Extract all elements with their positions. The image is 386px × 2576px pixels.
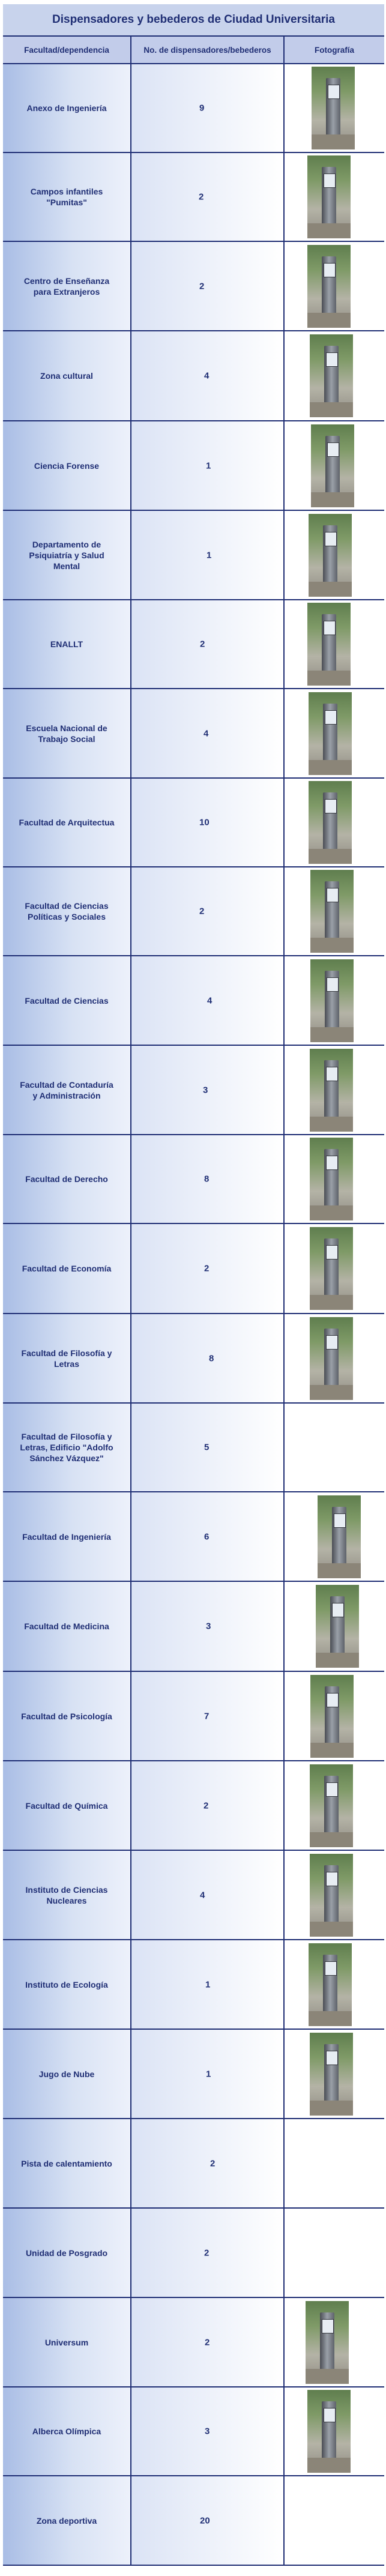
count-cell <box>130 956 283 1045</box>
photo-ground <box>310 1385 353 1400</box>
photo-sign <box>327 442 339 457</box>
count-cell <box>130 2209 283 2297</box>
count-cell <box>130 1761 283 1850</box>
table-row <box>3 421 384 511</box>
count-cell <box>130 1046 283 1134</box>
photo-cell <box>283 1404 384 1491</box>
fountain-photo <box>310 870 354 953</box>
facultad-name: Facultad de Ingeniería <box>22 1531 111 1542</box>
fountain-photo <box>307 245 351 328</box>
dispenser-count: 2 <box>204 1263 210 1274</box>
table-row <box>3 689 384 779</box>
fountain-photo <box>310 1317 353 1400</box>
photo-cell <box>283 1672 384 1760</box>
fountain-photo <box>306 2301 349 2384</box>
table-row <box>3 153 384 242</box>
facultad-cell <box>3 779 130 866</box>
photo-sign <box>326 1245 337 1259</box>
facultad-name: Alberca Olímpica <box>32 2427 101 2436</box>
table-row <box>3 1135 384 1224</box>
dispenser-count: 2 <box>199 906 205 917</box>
facultad-cell <box>3 1224 130 1313</box>
photo-sign <box>326 2051 337 2065</box>
count-cell <box>130 421 283 510</box>
photo-sign <box>324 173 335 188</box>
table-row <box>3 511 384 600</box>
facultad-name: Unidad de Posgrado <box>25 2248 108 2258</box>
photo-ground <box>309 582 352 597</box>
count-cell <box>130 689 283 777</box>
facultad-name: Departamento de Psiquiatría y Salud Mental <box>29 539 104 571</box>
photo-sign <box>326 352 337 367</box>
photo-ground <box>309 760 352 775</box>
facultad-cell <box>3 2119 130 2207</box>
facultad-cell <box>3 242 130 330</box>
table-row <box>3 1224 384 1314</box>
facultad-name: Facultad de Ciencias <box>25 995 109 1006</box>
photo-sign <box>328 85 339 99</box>
table-row <box>3 1851 384 1940</box>
photo-ground <box>306 2369 349 2384</box>
facultad-name: Jugo de Nube <box>38 2069 95 2079</box>
fountain-photo <box>310 2033 353 2116</box>
photo-cell <box>283 956 384 1045</box>
photo-ground <box>310 1205 353 1220</box>
dispenser-count: 1 <box>206 460 211 471</box>
count-cell <box>130 2119 283 2207</box>
photo-cell <box>283 2209 384 2297</box>
photo-cell <box>283 1582 384 1671</box>
table-row <box>3 1672 384 1761</box>
count-cell <box>130 1940 283 2029</box>
photo-sign <box>325 710 336 725</box>
facultad-name: Pista de calentamiento <box>21 2158 112 2168</box>
photo-sign <box>326 1067 337 1081</box>
count-cell <box>130 779 283 866</box>
table-row <box>3 956 384 1046</box>
facultad-cell <box>3 1314 130 1402</box>
photo-ground <box>310 1117 353 1132</box>
count-cell <box>130 1492 283 1581</box>
table-row <box>3 331 384 421</box>
photo-ground <box>307 223 351 238</box>
fountain-photo <box>311 424 354 507</box>
dispenser-count: 4 <box>200 1890 205 1900</box>
photo-cell <box>283 2298 384 2386</box>
fountain-photo <box>318 1495 361 1578</box>
dispenser-count: 6 <box>204 1531 210 1542</box>
photo-ground <box>311 492 354 507</box>
facultad-name: Facultad de Contaduría y Administración <box>20 1079 113 1100</box>
dispenser-count: 20 <box>200 2515 210 2526</box>
facultad-name: Centro de Enseñanza para Extranjeros <box>23 276 110 297</box>
dispenser-count: 1 <box>205 1979 211 1989</box>
facultad-name: Facultad de Filosofía y Letras, Edificio "Adolfo Sánchez Vázquez" <box>20 1432 113 1463</box>
photo-sign <box>327 1693 338 1707</box>
dispenser-count: 10 <box>199 817 210 828</box>
facultad-name: ENALLT <box>50 639 83 649</box>
count-cell <box>130 1135 283 1223</box>
photo-ground <box>310 402 353 417</box>
dispenser-count: 4 <box>204 728 209 738</box>
facultad-cell <box>3 421 130 510</box>
facultad-cell <box>3 2476 130 2565</box>
facultad-cell <box>3 1404 130 1491</box>
photo-ground <box>310 1743 354 1758</box>
facultad-name: Facultad de Química <box>25 1800 108 1811</box>
photo-sign <box>325 1961 336 1976</box>
count-cell <box>130 2298 283 2386</box>
fountain-photo <box>310 334 353 417</box>
photo-cell <box>283 1224 384 1313</box>
photo-sign <box>326 1156 337 1170</box>
photo-cell <box>283 153 384 241</box>
facultad-cell <box>3 331 130 420</box>
count-cell <box>130 2476 283 2565</box>
fountain-photo <box>307 603 351 686</box>
table-row <box>3 64 384 153</box>
dispenser-count: 5 <box>204 1442 210 1453</box>
photo-cell <box>283 2030 384 2118</box>
fountain-photo <box>309 692 352 775</box>
fountain-photo <box>310 1227 353 1310</box>
facultad-cell <box>3 2030 130 2118</box>
facultad-cell <box>3 689 130 777</box>
header-facultad: Facultad/dependencia <box>24 45 109 55</box>
count-cell <box>130 1404 283 1491</box>
table-row <box>3 1582 384 1672</box>
facultad-name: Ciencia Forense <box>34 460 100 471</box>
dispenser-count: 2 <box>205 2337 210 2347</box>
count-cell <box>130 2030 283 2118</box>
count-cell <box>130 1672 283 1760</box>
facultad-name: Facultad de Economía <box>22 1264 112 1273</box>
title-banner <box>3 4 384 37</box>
facultad-cell <box>3 1582 130 1671</box>
table-row <box>3 242 384 331</box>
drinking-fountains-table <box>3 37 384 2566</box>
fountain-photo <box>310 1675 354 1758</box>
table-row <box>3 600 384 689</box>
facultad-name: Facultad de Psicología <box>21 1711 112 1721</box>
photo-cell <box>283 1492 384 1581</box>
dispenser-count: 2 <box>210 2158 216 2168</box>
photo-cell <box>283 1761 384 1850</box>
count-cell <box>130 1582 283 1671</box>
dispenser-count: 7 <box>204 1711 210 1721</box>
facultad-cell <box>3 64 130 152</box>
photo-cell <box>283 331 384 420</box>
photo-ground <box>312 134 355 149</box>
facultad-cell <box>3 867 130 955</box>
photo-cell <box>283 867 384 955</box>
facultad-cell <box>3 2209 130 2297</box>
photo-ground <box>309 2011 352 2026</box>
photo-ground <box>307 313 351 328</box>
dispenser-count: 3 <box>205 2426 210 2437</box>
fountain-photo <box>310 1854 353 1937</box>
count-cell <box>130 1851 283 1939</box>
table-row <box>3 1314 384 1404</box>
photo-cell <box>283 421 384 510</box>
dispenser-count: 4 <box>207 995 213 1006</box>
facultad-cell <box>3 2298 130 2386</box>
photo-sign <box>332 1603 343 1617</box>
facultad-name: Facultad de Derecho <box>25 1174 108 1184</box>
facultad-cell <box>3 1672 130 1760</box>
photo-cell <box>283 2119 384 2207</box>
dispenser-count: 8 <box>209 1353 214 1363</box>
photo-cell <box>283 689 384 777</box>
page-title: Dispensadores y bebederos de Ciudad Universitaria <box>52 13 335 26</box>
dispenser-count: 2 <box>199 281 205 291</box>
photo-sign <box>325 532 336 546</box>
facultad-name: Universum <box>44 2337 89 2347</box>
fountain-photo <box>310 1049 353 1132</box>
fountain-photo <box>309 781 352 864</box>
photo-ground <box>310 1295 353 1310</box>
table-row <box>3 1940 384 2030</box>
photo-sign <box>322 2319 333 2333</box>
header-numero: No. de dispensadores/bebederos <box>130 37 283 63</box>
header-foto: Fotografía <box>283 37 384 63</box>
facultad-cell <box>3 153 130 241</box>
photo-sign <box>326 1782 337 1797</box>
fountain-photo <box>310 959 354 1042</box>
facultad-name: Facultad de Arquitectua <box>19 818 115 827</box>
count-cell <box>130 867 283 955</box>
photo-cell <box>283 1046 384 1134</box>
dispenser-count: 1 <box>206 2069 211 2079</box>
table-row <box>3 2476 384 2566</box>
photo-ground <box>316 1653 359 1668</box>
fountain-photo <box>310 1138 353 1220</box>
photo-cell <box>283 64 384 152</box>
dispenser-count: 2 <box>204 1800 209 1811</box>
fountain-photo <box>307 2390 351 2473</box>
dispenser-count: 3 <box>206 1621 211 1632</box>
facultad-name: Anexo de Ingeniería <box>26 103 107 113</box>
dispenser-count: 2 <box>199 192 204 202</box>
photo-cell <box>283 242 384 330</box>
fountain-photo <box>310 1764 353 1847</box>
count-cell <box>130 64 283 152</box>
photo-cell <box>283 1940 384 2029</box>
photo-ground <box>307 2458 351 2473</box>
count-cell <box>130 153 283 241</box>
dispenser-count: 9 <box>199 103 205 113</box>
photo-ground <box>310 1922 353 1937</box>
dispenser-count: 1 <box>207 550 212 560</box>
photo-ground <box>310 1832 353 1847</box>
dispenser-count: 3 <box>203 1085 208 1095</box>
photo-sign <box>325 799 336 813</box>
fountain-photo <box>309 514 352 597</box>
photo-cell <box>283 1851 384 1939</box>
photo-sign <box>324 2408 335 2422</box>
photo-sign <box>326 1335 337 1350</box>
facultad-cell <box>3 1940 130 2029</box>
dispenser-count: 8 <box>204 1174 210 1184</box>
photo-sign <box>327 977 338 992</box>
fountain-photo <box>307 155 351 238</box>
photo-cell <box>283 779 384 866</box>
count-cell <box>130 2387 283 2475</box>
facultad-name: Facultad de Medicina <box>24 1621 109 1631</box>
photo-ground <box>318 1563 361 1578</box>
facultad-cell <box>3 1851 130 1939</box>
facultad-name: Facultad de Ciencias Políticas y Sociales <box>25 901 109 922</box>
table-row <box>3 867 384 956</box>
facultad-cell <box>3 600 130 688</box>
photo-ground <box>310 1027 354 1042</box>
photo-cell <box>283 2476 384 2565</box>
table-row <box>3 1761 384 1851</box>
table-row <box>3 1404 384 1492</box>
table-row <box>3 1046 384 1135</box>
facultad-name: Instituto de Ecología <box>25 1979 108 1989</box>
fountain-photo <box>316 1585 359 1668</box>
table-row <box>3 2119 384 2209</box>
table-row <box>3 1492 384 1582</box>
facultad-name: Escuela Nacional de Trabajo Social <box>26 723 107 744</box>
photo-cell <box>283 2387 384 2475</box>
count-cell <box>130 331 283 420</box>
facultad-cell <box>3 1492 130 1581</box>
photo-ground <box>307 671 351 686</box>
count-cell <box>130 600 283 688</box>
photo-sign <box>324 263 335 277</box>
photo-cell <box>283 1135 384 1223</box>
photo-ground <box>310 2101 353 2116</box>
facultad-name: Campos infantiles "Pumitas" <box>30 187 103 207</box>
facultad-name: Zona cultural <box>40 371 93 381</box>
table-header <box>3 37 384 64</box>
dispenser-count: 2 <box>200 639 205 650</box>
table-row <box>3 2030 384 2119</box>
dispenser-count: 2 <box>204 2248 210 2258</box>
photo-cell <box>283 511 384 599</box>
table-row <box>3 779 384 867</box>
facultad-cell <box>3 1046 130 1134</box>
facultad-cell <box>3 511 130 599</box>
fountain-photo <box>312 67 355 149</box>
facultad-cell <box>3 1761 130 1850</box>
photo-sign <box>327 888 338 902</box>
photo-sign <box>326 1872 337 1886</box>
facultad-name: Zona deportiva <box>36 2515 97 2526</box>
table-row <box>3 2209 384 2298</box>
count-cell <box>130 1314 283 1402</box>
facultad-name: Facultad de Filosofía y Letras <box>21 1348 112 1369</box>
count-cell <box>130 1224 283 1313</box>
dispenser-count: 4 <box>204 370 210 381</box>
count-cell <box>130 511 283 599</box>
photo-ground <box>310 938 354 953</box>
count-cell <box>130 242 283 330</box>
photo-ground <box>309 849 352 864</box>
facultad-name: Instituto de Ciencias Nucleares <box>25 1884 108 1905</box>
table-row <box>3 2298 384 2387</box>
facultad-cell <box>3 1135 130 1223</box>
photo-sign <box>324 621 335 635</box>
photo-sign <box>334 1513 345 1528</box>
facultad-cell <box>3 956 130 1045</box>
facultad-cell <box>3 2387 130 2475</box>
photo-cell <box>283 600 384 688</box>
photo-cell <box>283 1314 384 1402</box>
table-row <box>3 2387 384 2476</box>
fountain-photo <box>309 1943 352 2026</box>
